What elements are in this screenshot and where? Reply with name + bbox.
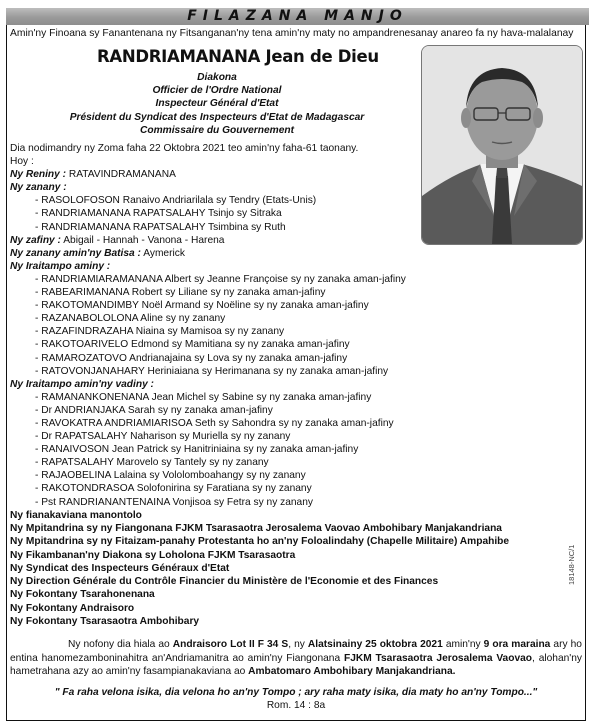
sibling-item: - RAMAROZATOVO Andrianajaina sy Lova sy ny zanaka aman-jafiny bbox=[35, 352, 348, 364]
ad-code-column bbox=[567, 525, 579, 595]
bible-reference: Rom. 14 : 8a bbox=[266, 699, 326, 711]
sibling-item: - RATOVONJANAHARY Heriniaiana sy Herimanana sy ny zanaka aman-jafiny bbox=[35, 365, 389, 377]
godchild-name: Aymerick bbox=[143, 247, 185, 259]
funeral-time: 9 ora maraina bbox=[483, 639, 551, 651]
sibling-item: - RAKOTOMANDIMBY Noël Armand sy Noëline sy ny zanaka aman-jafiny bbox=[35, 300, 369, 312]
deceased-name: RANDRIAMANANA Jean de Dieu bbox=[97, 47, 379, 66]
deceased-header bbox=[7, 41, 585, 142]
header-bar bbox=[6, 8, 589, 25]
title-line: Inspecteur Général d'Etat bbox=[155, 98, 279, 110]
organization-item: Ny Syndicat des Inspecteurs Généraux d'Etat bbox=[10, 562, 230, 574]
siblings-label: Ny Iraitampo aminy : bbox=[10, 260, 111, 272]
widow-row bbox=[10, 168, 418, 181]
sibling-item: - RANDRIAMIARAMANANA Albert sy Jeanne Françoise sy ny zanaka aman-jafiny bbox=[35, 273, 406, 285]
sibling-item: - RAKOTOARIVELO Edmond sy Mamitiana sy ny zanaka aman-jafiny bbox=[35, 339, 350, 351]
title-line: Officier de l'Ordre National bbox=[152, 85, 282, 97]
inlaws-label: Ny Iraitampo amin'ny vadiny : bbox=[10, 378, 154, 390]
funeral-text: ary ho entina hanomezamboninahitra an'Andriamanitra ao amin'ny Fiangonana bbox=[10, 639, 582, 664]
portrait-photo bbox=[421, 45, 583, 245]
obituary-notice bbox=[6, 8, 589, 721]
organization-item: Ny Direction Générale du Contrôle Financier du Ministère de l'Economie et des Finances bbox=[10, 576, 439, 588]
funeral-date: Alatsinainy 25 oktobra 2021 bbox=[307, 639, 443, 651]
organizations-list bbox=[7, 509, 550, 629]
organization-item: Ny fianakaviana manontolo bbox=[10, 509, 142, 521]
inlaw-item: - RAMANANKONENANA Jean Michel sy Sabine sy ny zanaka aman-jafiny bbox=[35, 391, 372, 403]
funeral-text: , ny bbox=[288, 639, 308, 651]
widow-label: Ny Reniny : bbox=[10, 169, 67, 181]
widow-name: RATAVINDRAMANANA bbox=[68, 169, 176, 181]
funeral-details bbox=[7, 638, 585, 678]
inlaw-item: - Pst RANDRIANANTENAINA Vonjisoa sy Fetra sy ny zanany bbox=[35, 496, 313, 508]
funeral-text: Ny nofony dia hiala ao bbox=[68, 639, 173, 651]
organization-item: Ny Mpitandrina sy ny Fitaizam-panahy Protestanta ho an'ny Foloalindahy (Chapelle Militaire) Ampahibe bbox=[10, 536, 510, 548]
children-label: Ny zanany : bbox=[10, 182, 67, 194]
sibling-item: - RAZANABOLOLONA Aline sy ny zanany bbox=[35, 313, 226, 325]
godchild-label: Ny zanany amin'ny Batisa : bbox=[10, 247, 141, 259]
notice-box bbox=[6, 25, 586, 721]
child-item: - RANDRIAMANANA RAPATSALAHY Tsimbina sy Ruth bbox=[35, 221, 286, 233]
header-title: FILAZANA MANJO bbox=[187, 8, 408, 24]
inlaw-item: - RAKOTONDRASOA Solofonirina sy Faratiana sy ny zanany bbox=[35, 483, 312, 495]
child-item: - RASOLOFOSON Ranaivo Andriarilala sy Tendry (Etats-Unis) bbox=[35, 195, 317, 207]
funeral-text: amin'ny bbox=[442, 639, 484, 651]
child-item: - RANDRIAMANANA RAPATSALAHY Tsinjo sy Sitraka bbox=[35, 208, 282, 220]
announcement: Dia nodimandry ny Zoma faha 22 Oktobra 2021 teo amin'ny faha-61 taonany. bbox=[10, 143, 359, 154]
inlaw-item: - Dr RAPATSALAHY Naharison sy Muriella sy ny zanany bbox=[35, 431, 291, 443]
intro-text: Amin'ny Finoana sy Fanantenana ny Fitsanganan'ny tena amin'ny maty no ampandrenesanay anareo fa ny hava-malalanay bbox=[10, 28, 574, 39]
grandchildren-row bbox=[10, 234, 418, 247]
funeral-tomb: Ambatomaro Ambohibary Manjakandriana. bbox=[248, 665, 456, 677]
funeral-text: , alohan'ny hametrahana azy ao amin'ny fasampianakaviana ao bbox=[10, 652, 582, 677]
inlaw-item: - RAVOKATRA ANDRIAMIARISOA Seth sy Sahondra sy ny zanaka aman-jafiny bbox=[35, 417, 394, 429]
inlaw-item: - RAPATSALAHY Marovelo sy Tantely sy ny zanany bbox=[35, 457, 269, 469]
sibling-item: - RABEARIMANANA Robert sy Liliane sy ny zanaka aman-jafiny bbox=[35, 287, 326, 299]
organization-item: Ny Mpitandrina sy ny Fiangonana FJKM Tsarasaotra Jerosalema Vaovao Ambohibary Manjakandriana bbox=[10, 522, 502, 534]
godchild-row bbox=[10, 247, 418, 260]
organization-item: Ny Fikambanan'ny Diakona sy Loholona FJKM Tsarasaotra bbox=[10, 549, 296, 561]
title-line: Diakona bbox=[197, 72, 237, 83]
organization-item: Ny Fokontany Tsarahonenana bbox=[10, 589, 155, 601]
organization-item: Ny Fokontany Andraisoro bbox=[10, 602, 135, 614]
deceased-titles bbox=[47, 71, 387, 137]
funeral-location: Andraisoro Lot II F 34 S bbox=[172, 639, 289, 651]
organization-item: Ny Fokontany Tsarasaotra Ambohibary bbox=[10, 616, 200, 627]
bible-quote: " Fa raha velona isika, dia velona ho an'ny Tompo ; ary raha maty isika, dia maty ho an'ny Tompo..." bbox=[54, 686, 538, 698]
title-line: Commissaire du Gouvernement bbox=[140, 124, 294, 136]
inlaw-item: - Dr ANDRIANJAKA Sarah sy ny zanaka aman-jafiny bbox=[35, 404, 273, 416]
inlaw-item: - RAJAOBELINA Lalaina sy Vololomboahangy sy ny zanany bbox=[35, 470, 306, 482]
title-line: Président du Syndicat des Inspecteurs d'Etat de Madagascar bbox=[69, 111, 365, 123]
hoy-label: Hoy : bbox=[10, 156, 34, 168]
grandchildren-label: Ny zafiny : bbox=[10, 234, 61, 246]
portrait-illustration bbox=[422, 46, 582, 244]
inlaw-item: - RANAIVOSON Jean Patrick sy Hanitriniaina sy ny zanaka aman-jafiny bbox=[35, 444, 359, 456]
grandchildren-names: Abigail - Hannah - Vanona - Harena bbox=[63, 234, 225, 246]
ad-code: 18148-NC/1 bbox=[567, 544, 576, 585]
funeral-church: FJKM Tsarasaotra Jerosalema Vaovao bbox=[343, 652, 533, 664]
family-list bbox=[7, 142, 418, 509]
sibling-item: - RAZAFINDRAZAHA Niaina sy Mamisoa sy ny zanany bbox=[35, 326, 285, 338]
